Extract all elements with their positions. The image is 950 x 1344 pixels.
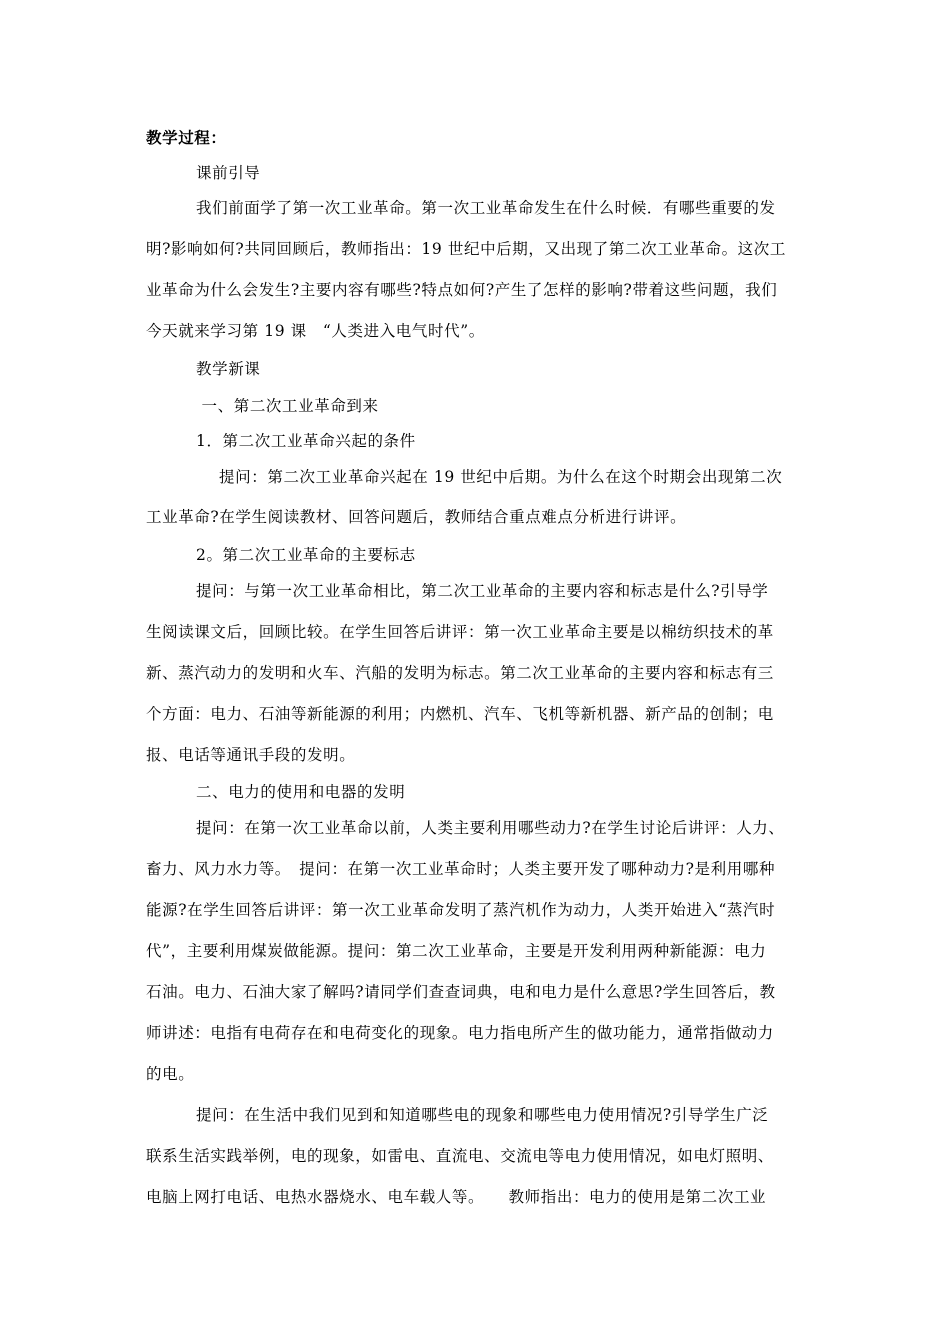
part2-paragraph1-line-1: 提问：在第一次工业革命以前，人类主要利用哪些动力?在学生讨论后讲评：人力、: [196, 819, 785, 837]
part2-paragraph2-line-2: 联系生活实践举例，电的现象，如雷电、直流电、交流电等电力使用情况，如电灯照明、: [146, 1147, 774, 1165]
item2-paragraph-line-3: 新、蒸汽动力的发明和火车、汽船的发明为标志。第二次工业革命的主要内容和标志有三: [146, 664, 774, 682]
part2-paragraph1-line-7: 的电。: [146, 1065, 195, 1083]
part2-paragraph1-line-4: 代”，主要利用煤炭做能源。提问：第二次工业革命，主要是开发利用两种新能源：电力: [146, 942, 767, 960]
item1-title: 1．第二次工业革命兴起的条件: [196, 432, 416, 450]
item2-paragraph-line-4: 个方面：电力、石油等新能源的利用；内燃机、汽车、飞机等新机器、新产品的创制；电: [146, 705, 774, 723]
part2-paragraph2-line-3: 电脑上网打电话、电热水器烧水、电车载人等。 教师指出：电力的使用是第二次工业: [146, 1188, 767, 1206]
intro-paragraph-line-1: 我们前面学了第一次工业革命。第一次工业革命发生在什么时候．有哪些重要的发: [196, 199, 776, 217]
part2-paragraph1-line-5: 石油。电力、石油大家了解吗?请同学们查查词典，电和电力是什么意思?学生回答后，教: [146, 983, 776, 1001]
item2-paragraph-line-5: 报、电话等通讯手段的发明。: [146, 746, 356, 764]
part2-paragraph1-line-2: 畜力、风力水力等。 提问：在第一次工业革命时；人类主要开发了哪种动力?是利用哪种: [146, 860, 776, 878]
part2-paragraph1-line-6: 师讲述：电指有电荷存在和电荷变化的现象。电力指电所产生的做功能力，通常指做动力: [146, 1024, 774, 1042]
item2-paragraph-line-2: 生阅读课文后，回顾比较。在学生回答后讲评：第一次工业革命主要是以棉纺织技术的革: [146, 623, 774, 641]
part2-paragraph1-line-3: 能源?在学生回答后讲评：第一次工业革命发明了蒸汽机作为动力，人类开始进入“蒸汽时: [146, 901, 776, 919]
item2-title: 2。第二次工业革命的主要标志: [196, 546, 416, 564]
part1-title: 一、第二次工业革命到来: [196, 397, 379, 415]
section-new-title: 教学新课: [196, 360, 261, 378]
item1-paragraph-line-2: 工业革命?在学生阅读教材、回答问题后，教师结合重点难点分析进行讲评。: [146, 508, 687, 526]
item1-paragraph-line-1: 提问：第二次工业革命兴起在 19 世纪中后期。为什么在这个时期会出现第二次: [208, 468, 783, 486]
intro-paragraph-line-2: 明?影响如何?共同回顾后，教师指出：19 世纪中后期，又出现了第二次工业革命。这次工: [146, 240, 786, 258]
part2-title: 二、电力的使用和电器的发明: [196, 783, 406, 801]
section-intro-title: 课前引导: [196, 164, 261, 182]
item2-paragraph-line-1: 提问：与第一次工业革命相比，第二次工业革命的主要内容和标志是什么?引导学: [196, 582, 769, 600]
intro-paragraph-line-4: 今天就来学习第 19 课 “人类进入电气时代”。: [146, 322, 485, 340]
part2-paragraph2-line-1: 提问：在生活中我们见到和知道哪些电的现象和哪些电力使用情况?引导学生广泛: [196, 1106, 769, 1124]
intro-paragraph-line-3: 业革命为什么会发生?主要内容有哪些?特点如何?产生了怎样的影响?带着这些问题，我们: [146, 281, 778, 299]
lesson-process-heading: 教学过程：: [146, 128, 227, 147]
